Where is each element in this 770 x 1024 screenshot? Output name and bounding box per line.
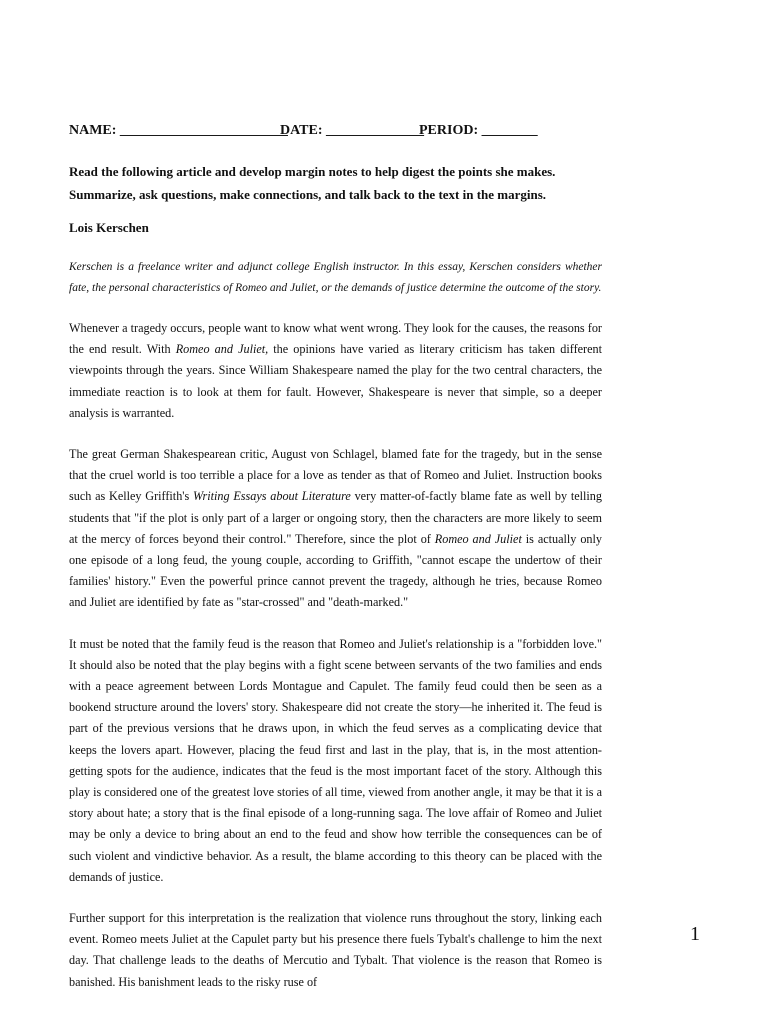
period-field: PERIOD: ________ xyxy=(419,123,538,138)
student-info-header xyxy=(69,122,602,140)
name-field: NAME: ________________________ xyxy=(69,123,288,138)
title-reference: Romeo and Juliet, xyxy=(175,342,269,357)
paragraph-text: The great German Shakespearean critic, August von Schlagel, blamed fate for the tragedy, but in the sense that the cruel world is too terrible a place for a love as tender as that of Romeo and Juliet. Instruction books such as Kelley Griffith's xyxy=(69,447,602,504)
author-name: Lois Kerschen xyxy=(69,220,149,235)
document-content xyxy=(69,122,602,993)
essay-paragraph xyxy=(69,634,602,888)
date-field: DATE: ______________ xyxy=(280,123,425,138)
title-reference: Romeo and Juliet xyxy=(434,531,522,546)
assignment-instructions: Read the following article and develop margin notes to help digest the points she makes. Summarize, ask questions, make connections, and talk back to the text in the margins. xyxy=(69,164,556,202)
paragraph-text: is actually only one episode of a long feud, the young couple, according to Griffith, "cannot escape the undertow of their families' history." Even the powerful prince cannot prevent the tragedy, although he tries, because Romeo and Juliet are identified by fate as "star-crossed" and "death-marked." xyxy=(69,531,602,610)
author-intro: Kerschen is a freelance writer and adjunct college English instructor. In this essay, Kerschen considers whether fate, the personal characteristics of Romeo and Juliet, or the demands of justice determine the outcome of the story. xyxy=(69,261,602,294)
essay-paragraph xyxy=(69,444,602,614)
paragraph-text: Whenever a tragedy occurs, people want to know what went wrong. They look for the causes, the reasons for the end result. With xyxy=(69,321,602,357)
paragraph-text: very matter-of-factly blame fate as well by telling students that "if the plot is only part of a larger or ongoing story, then the characters are more likely to seem at the mercy of forces beyond their control." Therefore, since the plot of xyxy=(69,489,602,546)
paragraph-text: It must be noted that the family feud is the reason that Romeo and Juliet's relationship is a "forbidden love." It should also be noted that the play begins with a fight scene between servants of the two families and ends with a peace agreement between Lords Montague and Capulet. The family feud could then be seen as a bookend structure around the lovers' story. Shakespeare did not create the story—he inherited it. The feud is part of the previous versions that he draws upon, in which the feud serves as a complicating device that keeps the lovers apart. However, placing the feud first and last in the play, that is, in the most attention-getting spots for the audience, indicates that the feud is the most important facet of the story. Although this play is considered one of the greatest love stories of all time, viewed from another angle, it may be that it is a story about hate; a story that is the final episode of a long-running saga. The love affair of Romeo and Juliet may be only a device to bring about an end to the feud and show how terrible the consequences can be of such violent and vindictive behavior. As a result, the blame according to this theory can be placed with the demands of justice. xyxy=(69,636,602,884)
page-number: 1 xyxy=(690,923,700,945)
paragraph-text: Further support for this interpretation is the realization that violence runs throughout the story, linking each event. Romeo meets Juliet at the Capulet party but his presence there fuels Tybalt's challenge to him the next day. That challenge leads to the deaths of Mercutio and Tybalt. That violence is the reason that Romeo is banished. His banishment leads to the risky ruse of xyxy=(69,911,602,989)
paragraph-text: the opinions have varied as literary criticism has taken different viewpoints through the years. Since William Shakespeare named the play for the two central characters, the immediate reaction is to look at them for fault. However, Shakespeare is never that simple, so a deeper analysis is warranted. xyxy=(69,342,602,420)
essay-paragraph xyxy=(69,908,602,993)
essay-paragraph xyxy=(69,318,602,424)
title-reference: Writing Essays about Literature xyxy=(193,489,351,504)
